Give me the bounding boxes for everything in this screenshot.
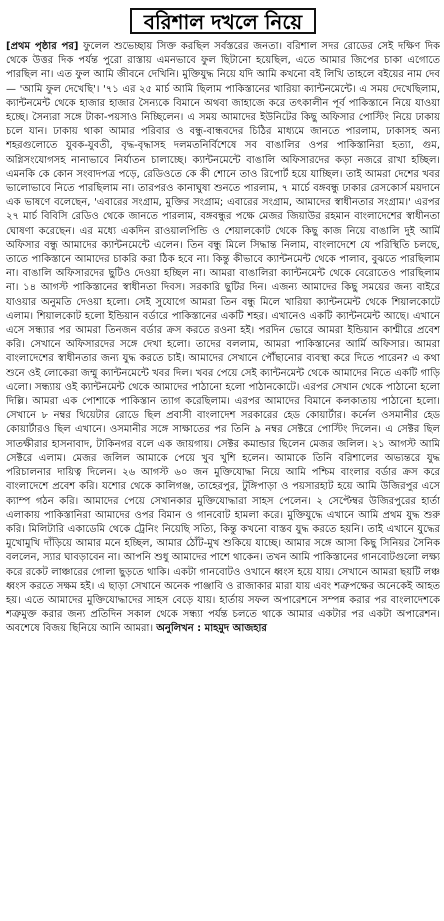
continued-tag: [প্রথম পৃষ্ঠার পর] <box>6 41 79 52</box>
headline: বরিশাল দখলে নিয়ে <box>130 8 316 34</box>
body-text: ফুলেল শুভেচ্ছায় সিক্ত করছিল সর্বস্তরের জনতা। বরিশাল সদর রোডের সেই দক্ষিণ দিক থেকে উত্তর দিক পর্যন্ত পুরো রাস্তায় এমনভাবে ফুল ছিটানো হয়েছিল, এতে আমার জিপের চাকা এগোতে পারছিল না। এত ফুল আমি জীবনে দেখিনি। মুক্তিযুদ্ধ নিয়ে যদি আমি কখনো বই লিখি তাহলে বইয়ের নাম দেব— 'আমি ফুল দেখেছি'। '৭১ এর ২৫ মার্চ আমি ছিলাম পাকিস্তানের খারিয়া ক্যান্টনমেন্টে। এ সময় দেখেছিলাম, ক্যান্টনমেন্ট থেকে হাজার হাজার সৈন্যকে বিমানে অথবা জাহাজে করে তৎকালীন পূর্ব পাকিস্তানে নিয়ে যাওয়া হচ্ছে। সৈন্যরা সঙ্গে টাকা-পয়সাও নিচ্ছিলেন। এ সময় আমাদের ইউনিটের কিছু অফিসার পোস্টিং নিয়ে ঢাকায় চলে যান। ঢাকায় থাকা আমার পরিবার ও বন্ধু-বান্ধবদের চিঠির মাধ্যমে জানতে পারলাম, ঢাকাসহ অন্য শহরগুলোতে যুবক-যুবতী, বৃদ্ধ-বৃদ্ধাসহ দলমতনির্বিশেষে সব বাঙালির ওপর পাকিস্তানিরা হত্যা, গুম, অগ্নিসংযোগসহ নানাভাবে নির্যাতন চালাচ্ছে। ক্যান্টনমেন্টে বাঙালি অফিসারদের কড়া নজরে রাখা হচ্ছিল। এমনকি কে কোন সংবাদপত্র পড়ে, রেডিওতে কে কী শোনে তাও রিপোর্ট হয়ে যাচ্ছিল। তাই আমরা দেশের খবর ভালোভাবে নিতে পারছিলাম না। তারপরও কানাঘুষা শুনতে পারলাম, ৭ মার্চে বঙ্গবন্ধু ঢাকার রেসকোর্স ময়দানে এক ভাষণে বলেছেন, 'এবারের সংগ্রাম, মুক্তির সংগ্রাম; এবারের সংগ্রাম, আমাদের স্বাধীনতার সংগ্রাম।' এরপর ২৭ মার্চ বিবিসি রেডিও থেকে জানতে পারলাম, বঙ্গবন্ধুর পক্ষে মেজর জিয়াউর রহমান বাংলাদেশের স্বাধীনতা ঘোষণা করেছেন। এর মধ্যে একদিন রাওয়ালপিন্ডি ও শেয়ালকোট থেকে কিছু কাজ নিয়ে বাঙালি দুই আর্মি অফিসার বন্ধু আমাদের ক্যান্টনমেন্টে এলেন। তিন বন্ধু মিলে সিদ্ধান্ত নিলাম, বাংলাদেশে যে পরিস্থিতি চলছে, তাতে পাকিস্তানে আমাদের চাকরি করা ঠিক হবে না। কিন্তু কীভাবে ক্যান্টনমেন্ট থেকে পালাব, বুঝতে পারছিলাম না। বাঙালি অফিসারদের ছুটিও দেওয়া হচ্ছিল না। আমরা বাঙালিরা ক্যান্টনমেন্ট থেকে বেরোতেও পারছিলাম না। ১৪ আগস্ট পাকিস্তানের স্বাধীনতা দিবস। সরকারি ছুটির দিন। এজন্য আমাদের কিছু সময়ের জন্য বাইরে যাওয়ার অনুমতি দেওয়া হলো। সেই সুযোগে আমরা তিন বন্ধু মিলে খারিয়া ক্যান্টনমেন্ট থেকে শিয়ালকোটে এলাম। শিয়ালকোট হলো ইন্ডিয়ান বর্ডারে পাকিস্তানের একটি শহর। এখানেও একটি ক্যান্টনমেন্ট আছে। এখানে এসে সন্ধ্যার পর আমরা তিনজন বর্ডার ক্রস করতে রওনা হই। পরদিন ভোরে আমরা ইন্ডিয়ান কাশ্মীরে প্রবেশ করি। সেখানে অফিসারদের সঙ্গে দেখা হলো। তাদের বললাম, আমরা পাকিস্তানের আর্মি অফিসার। আমরা বাংলাদেশের স্বাধীনতার জন্য যুদ্ধ করতে চাই। আমাদের সেখানে পৌঁছানোর ব্যবস্থা করে দিতে পারেন? এ কথা শুনে ওই লোকেরা জম্মু ক্যান্টনমেন্টে খবর দিল। খবর পেয়ে সেই ক্যান্টনমেন্ট থেকে আমাদের নিতে একটি গাড়ি এলো। সন্ধ্যায় ওই ক্যান্টনমেন্ট থেকে আমাদের পাঠানো হলো পাঠানকোটে। এরপর সেখান থেকে পাঠানো হলো দিল্লি। আমরা এক পোশাকে পাকিস্তান ত্যাগ করেছিলাম। এরপর আমাদের বিমানে কলকাতায় পাঠানো হলো। সেখানে ৮ নম্বর থিয়েটার রোডে ছিল প্রবাসী বাংলাদেশ সরকারের হেড কোয়ার্টার। কর্নেল ওসমানীর হেড কোয়ার্টারও ছিল এখানে। ওসমানীর সঙ্গে সাক্ষাতের পর তিনি ৯ নম্বর সেক্টরে পোস্টিং দিলেন। এ সেক্টর ছিল সাতক্ষীরার হাসনাবাদ, টাকিনগর বলে এক জায়গায়। সেক্টর কমান্ডার ছিলেন মেজর জলিল। ২১ আগস্ট আমি সেক্টরে এলাম। মেজর জলিল আমাকে পেয়ে খুব খুশি হলেন। আমাকে তিনি বরিশালের অভ্যন্তরে যুদ্ধ পরিচালনার দায়িত্ব দিলেন। ২৬ আগস্ট ৬০ জন মুক্তিযোদ্ধা নিয়ে আমি পশ্চিম বাংলার বর্ডার ক্রস করে বাংলাদেশে প্রবেশ করি। যশোর থেকে কালিগঞ্জ, তাহেরপুর, টুঙ্গিপাড়া ও পয়সারহাট হয়ে আমি উজিরপুর এসে ক্যাম্প গঠন করি। আমাদের পেয়ে সেখানকার মুক্তিযোদ্ধারা সাহস পেলেন। ২ সেপ্টেম্বর উজিরপুরের হার্তা এলাকায় পাকিস্তানিরা আমাদের ওপর বিমান ও গানবোট হামলা করে। মুক্তিযুদ্ধে এখানে আমি প্রথম যুদ্ধ শুরু করি। মিলিটারি একাডেমি থেকে ট্রেনিং নিয়েছি সত্যি, কিন্তু কখনো বাস্তব যুদ্ধ করতে হয়নি। তাই এখানে যুদ্ধের মুখোমুখি দাঁড়িয়ে আমার মনে হচ্ছিল, আমার ঠোঁট-মুখ শুকিয়ে যাচ্ছে। আমার সঙ্গে আসা কিছু সিনিয়র সৈনিক বললেন, স্যার ঘাবড়াবেন না। আপনি শুধু আমাদের পাশে থাকেন। তখন আমি পাকিস্তানের গানবোটগুলো লক্ষ্য করে রকেট লাঞ্চারের গোলা ছুড়তে থাকি। একটা গানবোটও ওখানে ধ্বংস হয়ে যায়। সেখানে আমরা ছয়টি লঞ্চ ধ্বংস করতে সক্ষম হই। এ ছাড়া সেখানে অনেক পাঞ্জাবি ও রাজাকার মারা যায় এবং শত্রুপক্ষের অনেকেই আহত হয়। এতে আমাদের মুক্তিযোদ্ধাদের সাহস বেড়ে যায়। হার্তায় সফল অপারেশনে সম্পন্ন করার পর বাংলাদেশকে শত্রুমুক্ত করার জন্য প্রতিদিন সকাল থেকে সন্ধ্যা পর্যন্ত চলতে থাকে আমার একটার পর একটা অপারেশন। অবশেষে বিজয় ছিনিয়ে আনি আমরা। <box>6 41 440 635</box>
article-body <box>6 40 440 916</box>
headline-container <box>6 8 440 34</box>
byline: অনুলিখন : মাহমুদ আজহার <box>156 623 267 635</box>
